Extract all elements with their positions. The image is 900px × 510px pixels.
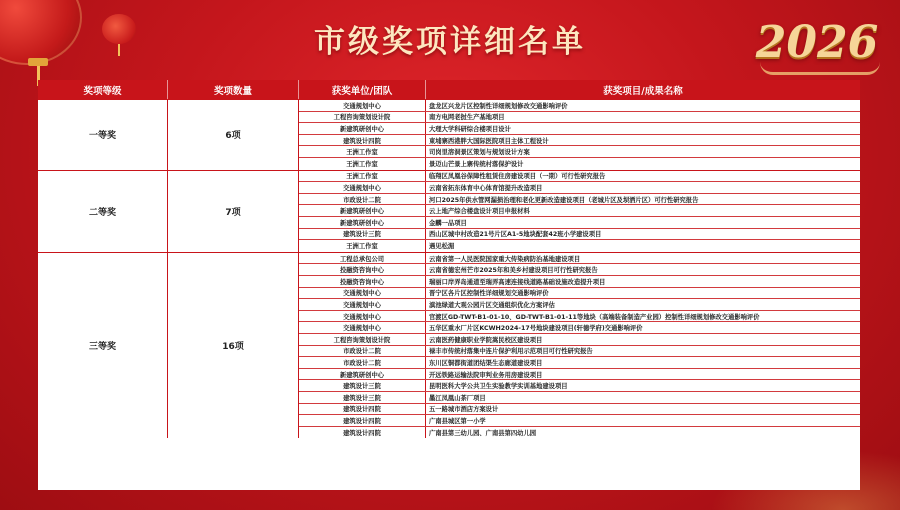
project-cell: 东川区铜都街道团结渠生态廊道建设项目 xyxy=(429,359,543,367)
project-cell: 晋宁区各片区控制性详细规划交通影响评价 xyxy=(429,290,549,298)
unit-cell: 工程总承包公司 xyxy=(299,253,426,264)
project-cell: 五一路城市酒店方案设计 xyxy=(429,406,499,414)
table-row xyxy=(299,346,860,358)
project-cell: 滇池绿道大观公园片区交通组织优化方案评估 xyxy=(429,301,555,309)
unit-cell: 建筑设计四院 xyxy=(299,427,426,439)
award-table xyxy=(38,80,860,490)
project-cell: 广南县城区第一小学 xyxy=(429,417,486,425)
header-project: 获奖项目/成果名称 xyxy=(603,85,683,97)
unit-cell: 建筑设计三院 xyxy=(299,392,426,403)
unit-cell: 建筑设计四院 xyxy=(299,135,426,146)
table-row xyxy=(299,392,860,404)
award-group xyxy=(38,170,860,252)
unit-cell: 工程咨询策划设计院 xyxy=(299,112,426,123)
table-row xyxy=(299,415,860,427)
page-title: 市级奖项详细名单 xyxy=(314,24,586,60)
table-row xyxy=(299,123,860,135)
table-row xyxy=(299,171,860,183)
table-row xyxy=(299,276,860,288)
table-row xyxy=(299,253,860,265)
project-cell: 云南医药健康职业学院嵩民校区建设项目 xyxy=(429,336,543,344)
year-emblem: 2026 xyxy=(755,17,879,68)
project-cell: 临翔区凤凰谷保障性租赁住房建设项目（一期）可行性研究报告 xyxy=(429,173,606,181)
table-row xyxy=(299,264,860,276)
table-row xyxy=(299,334,860,346)
unit-cell: 建筑设计四院 xyxy=(299,415,426,426)
unit-cell: 王洲工作室 xyxy=(299,146,426,157)
project-cell: 大理大学科研综合楼项目设计 xyxy=(429,125,511,133)
unit-cell: 王洲工作室 xyxy=(299,158,426,170)
header-unit: 获奖单位/团队 xyxy=(299,80,426,99)
table-row xyxy=(299,205,860,217)
project-cell: 金麟一品项目 xyxy=(429,219,467,227)
table-row xyxy=(299,380,860,392)
unit-cell: 工程咨询策划设计院 xyxy=(299,334,426,345)
unit-cell: 交通规划中心 xyxy=(299,299,426,310)
unit-cell: 交通规划中心 xyxy=(299,100,426,111)
award-level-cell: 二等奖 xyxy=(38,171,168,252)
project-cell: 西山区城中村改造21号片区A1-5地块配套42班小学建设项目 xyxy=(429,231,602,239)
unit-cell: 王洲工作室 xyxy=(299,171,426,182)
award-count-cell: 6项 xyxy=(168,100,299,170)
unit-cell: 王洲工作室 xyxy=(299,240,426,252)
table-row xyxy=(299,288,860,300)
table-row xyxy=(299,158,860,170)
unit-cell: 投融资咨询中心 xyxy=(299,276,426,287)
unit-cell: 市政设计二院 xyxy=(299,357,426,368)
table-row xyxy=(299,217,860,229)
table-body xyxy=(38,99,860,438)
project-cell: 云南省德宏州芒市2025年和美乡村建设项目可行性研究报告 xyxy=(429,267,598,275)
project-cell: 云南省拓东体育中心体育馆提升改造项目 xyxy=(429,184,543,192)
project-cell: 云上地产综合楼盘设计项目申报材料 xyxy=(429,208,530,216)
unit-cell: 建筑设计三院 xyxy=(299,229,426,240)
award-count-cell: 16项 xyxy=(168,253,299,439)
table-row xyxy=(299,369,860,381)
unit-cell: 市政设计二院 xyxy=(299,194,426,205)
table-row xyxy=(299,182,860,194)
unit-cell: 投融资咨询中心 xyxy=(299,264,426,275)
table-row xyxy=(299,146,860,158)
table-row xyxy=(299,100,860,112)
unit-cell: 交通规划中心 xyxy=(299,322,426,333)
project-cell: 東埔寨西港胖大国际医院项目主体工程设计 xyxy=(429,137,549,145)
unit-cell: 交通规划中心 xyxy=(299,311,426,322)
unit-cell: 新建筑研创中心 xyxy=(299,369,426,380)
unit-cell: 建筑设计三院 xyxy=(299,380,426,391)
table-row xyxy=(299,229,860,241)
header-award-count: 奖项数量 xyxy=(168,80,299,99)
project-cell: 景迈山芒景上寨传统村落保护设计 xyxy=(429,161,524,169)
project-cell: 盘龙区兴龙片区控制性详细规划修改交通影响评价 xyxy=(429,102,568,110)
award-group xyxy=(38,99,860,170)
table-row xyxy=(299,135,860,147)
award-level-cell: 一等奖 xyxy=(38,100,168,170)
unit-cell: 市政设计二院 xyxy=(299,346,426,357)
unit-cell: 交通规划中心 xyxy=(299,288,426,299)
project-cell: 五华区重水厂片区KCWH2024-17号地块建设项目(轩德学府)交通影响评价 xyxy=(429,325,643,333)
horse-swoosh-decoration xyxy=(760,62,880,75)
project-cell: 官渡区GD-TWT-B1-01-10、GD-TWT-B1-01-11等地块（高端装备制造产业园）控制性详细规划修改交通影响评价 xyxy=(429,313,760,321)
project-cell: 河口2025年供水管网漏损治理和老化更新改造建设项目（老城片区及坝洒片区）可行性研究报告 xyxy=(429,196,699,204)
table-row xyxy=(299,311,860,323)
project-cell: 禄丰市传统村落集中连片保护利用示范项目可行性研究报告 xyxy=(429,348,593,356)
unit-cell: 新建筑研创中心 xyxy=(299,123,426,134)
table-row xyxy=(299,404,860,416)
table-row xyxy=(299,299,860,311)
project-cell: 瑞丽口岸弄岛通道至瑞弄高速连接线道路基础设施改造提升项目 xyxy=(429,278,606,286)
table-row xyxy=(299,240,860,252)
award-level-cell: 三等奖 xyxy=(38,253,168,439)
project-cell: 昆明医科大学公共卫生实验教学实训基地建设项目 xyxy=(429,383,568,391)
header-award-level: 奖项等级 xyxy=(38,80,168,99)
unit-cell: 新建筑研创中心 xyxy=(299,205,426,216)
project-cell: 墨江凤凰山茶厂项目 xyxy=(429,394,486,402)
unit-cell: 建筑设计四院 xyxy=(299,404,426,415)
project-cell: 广南县第三幼儿园、广南县第四幼儿园 xyxy=(429,429,537,437)
project-cell: 南方电网老挝生产基地项目 xyxy=(429,114,505,122)
project-cell: 开远铁路运输法院审判业务用房建设项目 xyxy=(429,371,543,379)
project-cell: 司岗里溶洞景区策划与规划设计方案 xyxy=(429,149,530,157)
award-group xyxy=(38,252,860,439)
table-header xyxy=(38,80,860,99)
project-cell: 云南省第一人民医院国家重大传染病防治基地建设项目 xyxy=(429,255,581,263)
table-row xyxy=(299,112,860,124)
unit-cell: 交通规划中心 xyxy=(299,182,426,193)
table-row xyxy=(299,322,860,334)
table-row xyxy=(299,427,860,439)
table-row xyxy=(299,357,860,369)
project-cell: 遇见松湄 xyxy=(429,243,455,251)
table-row xyxy=(299,194,860,206)
award-count-cell: 7项 xyxy=(168,171,299,252)
unit-cell: 新建筑研创中心 xyxy=(299,217,426,228)
